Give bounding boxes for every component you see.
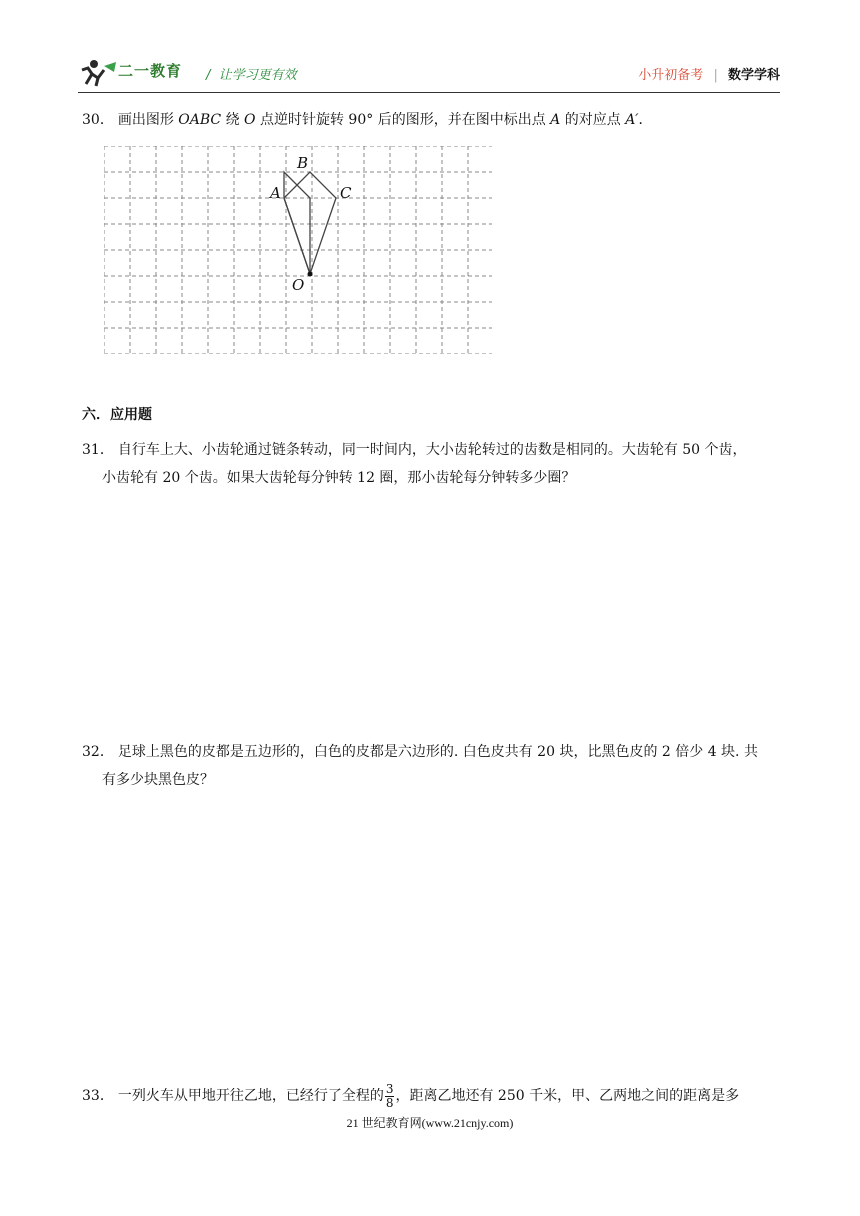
header-slogan: / 让学习更有效 bbox=[206, 68, 297, 83]
dashed-grid bbox=[104, 146, 492, 354]
fraction-three-eighths: $\frac{3}{8}$ bbox=[385, 1081, 394, 1110]
header-separator: | bbox=[713, 68, 718, 83]
page-header bbox=[78, 52, 780, 92]
label-b: B bbox=[297, 154, 309, 172]
question-31: 31． 自行车上大、小齿轮通过链条转动，同一时间内，大小齿轮转过的齿数是相同的。大齿轮有 50 个齿， 小齿轮有 20 个齿。如果大齿轮每分钟转 12 圈，那小齿轮每分钟转多少圈？ bbox=[82, 442, 747, 486]
page-footer: 21 世纪教育网(www.21cnjy.com) bbox=[346, 1116, 514, 1130]
header-tag: 小升初备考 bbox=[638, 68, 704, 83]
question-33: 33． 一列火车从甲地开往乙地，已经行了全程的 $\frac{3}{8}$ ，距离乙地还有 250 千米，甲、乙两地之间的距离是多 bbox=[82, 1081, 740, 1110]
label-c: C bbox=[340, 184, 352, 202]
label-a: A bbox=[270, 184, 281, 202]
label-o: O bbox=[292, 276, 305, 294]
header-divider bbox=[78, 92, 780, 93]
header-right bbox=[638, 64, 780, 83]
header-subject: 数学学科 bbox=[727, 68, 780, 83]
rotation-grid-figure bbox=[104, 146, 492, 354]
point-o-dot bbox=[308, 272, 313, 277]
logo-text: 二一教育 bbox=[118, 62, 183, 80]
question-32: 32． 足球上黑色的皮都是五边形的，白色的皮都是六边形的. 白色皮共有 20 块，比黑色皮的 2 倍少 4 块. 共 有多少块黑色皮？ bbox=[82, 744, 758, 788]
question-30: 30． 画出图形 OABC 绕 O 点逆时针旋转 90° 后的图形，并在图中标出点 A 的对应点 A′． bbox=[82, 112, 653, 128]
section-title: 六．应用题 bbox=[82, 407, 152, 423]
shape-oabc bbox=[284, 172, 310, 274]
